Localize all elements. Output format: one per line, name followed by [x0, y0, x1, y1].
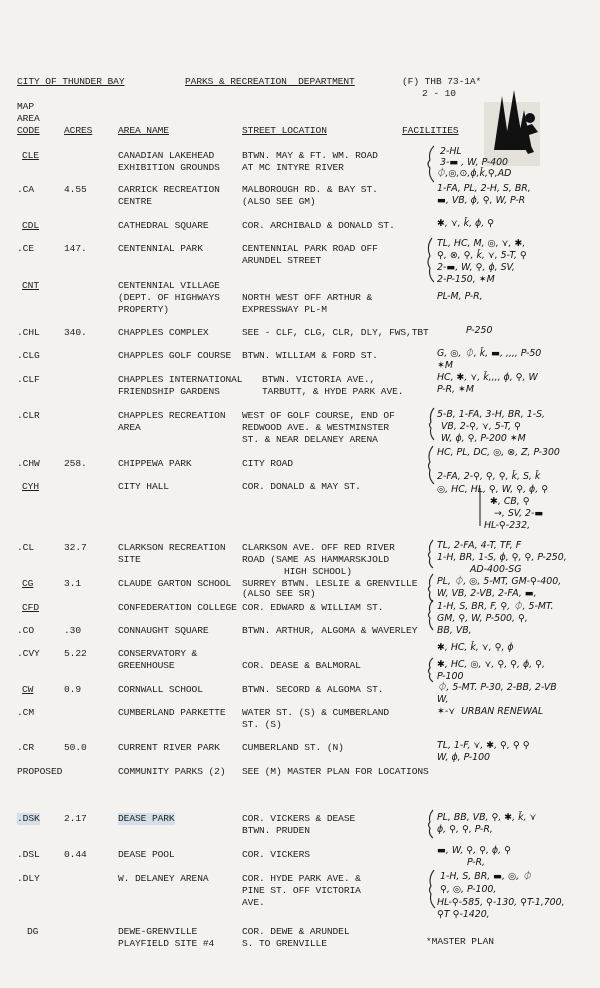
row-name: CONFEDERATION COLLEGE	[118, 602, 237, 613]
row-code: CG	[22, 578, 34, 589]
row-name: CORNWALL SCHOOL	[118, 684, 203, 695]
row-name: DEASE POOL	[118, 849, 175, 860]
row-street: BTWN. MAY & FT. WM. ROAD	[242, 150, 378, 161]
row-street: BTWN. ARTHUR, ALGOMA & WAVERLEY	[242, 625, 418, 636]
row-code: .DLY	[17, 873, 40, 884]
row-street: AT MC INTYRE RIVER	[242, 162, 344, 173]
row-name: PLAYFIELD SITE #4	[118, 938, 215, 949]
row-facilities: HC, PL, DC, ◎, ⊗, Z, P-300	[437, 447, 560, 458]
row-street: SURREY BTWN. LESLIE & GRENVILLE	[242, 578, 418, 589]
row-street: CENTENNIAL PARK ROAD OFF	[242, 243, 378, 254]
row-code: .CHL	[17, 327, 40, 338]
row-name: CUMBERLAND PARKETTE	[118, 707, 226, 718]
row-street: COR. ARCHIBALD & DONALD ST.	[242, 220, 395, 231]
row-acres: 5.22	[64, 648, 87, 659]
row-code: CDL	[22, 220, 39, 231]
row-street: COR. HYDE PARK AVE. &	[242, 873, 361, 884]
row-acres: 4.55	[64, 184, 87, 195]
row-facilities: 1-H, S, BR, ▬, ◎, ⏀	[440, 871, 532, 882]
city-title: CITY OF THUNDER BAY	[17, 76, 125, 87]
row-street: (ALSO SEE GM)	[242, 196, 316, 207]
row-code: CFD	[22, 602, 39, 613]
row-facilities: ɸ, ⚲, ⚲, P-R,	[437, 824, 493, 835]
row-code: PROPOSED	[17, 766, 63, 777]
row-name: DEASE PARK	[118, 813, 175, 824]
row-facilities: P-250	[466, 325, 493, 336]
bracket	[429, 574, 434, 602]
bracket	[429, 600, 434, 630]
row-name: CENTRE	[118, 196, 152, 207]
row-facilities: 2-P-150, ✶M	[437, 274, 495, 285]
row-street: ST. (S)	[242, 719, 282, 730]
bracket	[429, 810, 434, 838]
row-facilities: BB, VB,	[437, 625, 472, 636]
bracket	[429, 446, 435, 484]
row-facilities: 3-▬ , W, P-400	[440, 157, 509, 168]
col-street-location: STREET LOCATION	[242, 125, 327, 136]
row-name: FRIENDSHIP GARDENS	[118, 386, 220, 397]
row-name: CLARKSON RECREATION	[118, 542, 226, 553]
row-name: SITE	[118, 554, 141, 565]
row-facilities: 5-B, 1-FA, 3-H, BR, 1-S,	[437, 409, 546, 420]
row-facilities: ✱, HC, ◎, ⋎, ⚲, ⚲, ɸ, ⚲,	[437, 659, 545, 670]
row-name: CITY HALL	[118, 481, 169, 492]
running-figure-logo-icon	[484, 88, 540, 166]
row-street: COR. DEASE & BALMORAL	[242, 660, 361, 671]
row-name: CURRENT RIVER PARK	[118, 742, 220, 753]
row-facilities: ⏀, 5-MT. P-30, 2-BB, 2-VB	[437, 682, 557, 693]
row-code: .CLG	[17, 350, 40, 361]
row-street: AVE.	[242, 897, 265, 908]
department-title: PARKS & RECREATION DEPARTMENT	[185, 76, 355, 87]
row-acres: 0.9	[64, 684, 81, 695]
row-facilities: HL-⚲-585, ⚲-130, ⚲T-1,700,	[437, 897, 565, 908]
row-facilities: →, SV, 2-▬	[494, 508, 544, 519]
row-acres: 147.	[64, 243, 87, 254]
page-number: 2 - 10	[422, 88, 456, 99]
row-street: NORTH WEST OFF ARTHUR &	[242, 292, 373, 303]
row-facilities: 1-H, BR, 1-S, ɸ, ⚲, ⚲, P-250,	[437, 552, 567, 563]
row-code: .CO	[17, 625, 34, 636]
col-facilities: FACILITIES	[402, 125, 459, 136]
row-facilities: W, VB, 2-VB, 2-FA, ▬,	[437, 588, 537, 599]
row-street: PINE ST. OFF VICTORIA	[242, 885, 361, 896]
row-facilities: ◎, HC, HL, ⚲, W, ⚲, ɸ, ⚲	[437, 484, 549, 495]
row-code: .DSK	[17, 813, 40, 824]
row-street: COR. VICKERS	[242, 849, 310, 860]
row-facilities: P-R,	[467, 857, 486, 868]
row-street: COR. DONALD & MAY ST.	[242, 481, 361, 492]
row-facilities: ▬, W, ⚲, ⚲, ɸ, ⚲	[437, 845, 511, 856]
row-facilities: PL, ⏀, ◎, 5-MT, GM-⚲-400,	[437, 576, 562, 587]
row-street: BTWN. PRUDEN	[242, 825, 310, 836]
col-map: MAP	[17, 101, 34, 112]
row-code: .DSL	[17, 849, 40, 860]
col-area: AREA	[17, 113, 40, 124]
row-street: MALBOROUGH RD. & BAY ST.	[242, 184, 378, 195]
row-acres: 258.	[64, 458, 87, 469]
row-acres: 32.7	[64, 542, 87, 553]
row-facilities: HL-⚲-232,	[484, 520, 531, 531]
row-name: CHAPPLES RECREATION	[118, 410, 226, 421]
row-facilities: GM, ⚲, W, P-500, ⚲,	[437, 613, 528, 624]
row-code: .CLF	[17, 374, 40, 385]
bracket	[429, 540, 434, 568]
row-name: CENTENNIAL PARK	[118, 243, 203, 254]
row-name: CARRICK RECREATION	[118, 184, 220, 195]
row-street: ST. & NEAR DELANEY ARENA	[242, 434, 378, 445]
row-name: CENTENNIAL VILLAGE	[118, 280, 220, 291]
row-street: COR. VICKERS & DEASE	[242, 813, 356, 824]
row-code: .CA	[17, 184, 34, 195]
row-facilities: ⚲, ⊗, ⚲, ǩ, ⋎, 5-T, ⚲	[437, 250, 527, 261]
row-facilities: TL, 1-F, ⋎, ✱, ⚲, ⚲ ⚲	[437, 740, 530, 751]
bracket	[430, 408, 435, 440]
row-facilities: VB, 2-⚲, ⋎, 5-T, ⚲	[441, 421, 521, 432]
row-code: DG	[27, 926, 39, 937]
row-street: CUMBERLAND ST. (N)	[242, 742, 344, 753]
row-street: EXPRESSWAY PL-M	[242, 304, 327, 315]
row-facilities: ⚲T ⚲-1420,	[437, 909, 490, 920]
row-facilities: PL, BB, VB, ⚲, ✱, ǩ, ⋎	[437, 812, 537, 823]
row-facilities: W, ɸ, ⚲, P-200 ✶M	[441, 433, 526, 444]
row-street: REDWOOD AVE. & WESTMINSTER	[242, 422, 390, 433]
row-code: CLE	[22, 150, 39, 161]
row-name: CONSERVATORY &	[118, 648, 198, 659]
row-facilities: G, ◎, ⏀, ǩ, ▬, ,,,, P-50	[437, 348, 542, 359]
row-acres: 3.1	[64, 578, 81, 589]
row-name: COMMUNITY PARKS (2)	[118, 766, 226, 777]
row-name: CHAPPLES INTERNATIONAL	[118, 374, 243, 385]
bracket	[428, 238, 434, 282]
row-facilities: AD-400-SG	[470, 564, 522, 575]
row-name: CONNAUGHT SQUARE	[118, 625, 209, 636]
row-facilities: PL-M, P-R,	[437, 291, 483, 302]
row-facilities: HC, ✱, ⋎, ǩ,,,, ɸ, ⚲, W	[437, 372, 538, 383]
row-name: CATHEDRAL SQUARE	[118, 220, 209, 231]
col-area-name: AREA NAME	[118, 125, 169, 136]
row-code: .CR	[17, 742, 34, 753]
row-street: WATER ST. (S) & CUMBERLAND	[242, 707, 390, 718]
row-facilities: ✶M	[437, 360, 453, 371]
row-facilities: 1-FA, PL, 2-H, S, BR,	[437, 183, 531, 194]
row-facilities: *MASTER PLAN	[426, 936, 494, 947]
row-street: S. TO GRENVILLE	[242, 938, 327, 949]
row-facilities: ✶-⋎ URBAN RENEWAL	[437, 706, 544, 717]
row-acres: 0.44	[64, 849, 87, 860]
row-code: .CL	[17, 542, 34, 553]
row-name: CANADIAN LAKEHEAD	[118, 150, 215, 161]
row-street: SEE (M) MASTER PLAN FOR LOCATIONS	[242, 766, 429, 777]
row-street: (ALSO SEE SR)	[242, 588, 316, 599]
row-code: .CHW	[17, 458, 40, 469]
row-street: CLARKSON AVE. OFF RED RIVER	[242, 542, 395, 553]
row-acres: 50.0	[64, 742, 87, 753]
col-code: CODE	[17, 125, 40, 136]
row-acres: 2.17	[64, 813, 87, 824]
row-code: .CM	[17, 707, 34, 718]
row-code: CNT	[22, 280, 39, 291]
row-name: CHAPPLES COMPLEX	[118, 327, 209, 338]
row-code: CYH	[22, 481, 39, 492]
row-street: COR. EDWARD & WILLIAM ST.	[242, 602, 384, 613]
row-facilities: P-R, ✶M	[437, 384, 474, 395]
row-facilities: ⏀,◎,⊙,ɸ,ǩ,⚲,AD	[436, 168, 512, 179]
row-facilities: ⚲, ◎, P-100,	[440, 884, 497, 895]
row-street: WEST OF GOLF COURSE, END OF	[242, 410, 395, 421]
row-street: BTWN. SECORD & ALGOMA ST.	[242, 684, 384, 695]
row-facilities: ✱, HC, ǩ, ⋎, ⚲, ɸ	[437, 642, 514, 653]
row-street: SEE - CLF, CLG, CLR, DLY, FWS,TBT	[242, 327, 429, 338]
row-facilities: ✱, ⋎, ǩ, ɸ, ⚲	[437, 218, 495, 229]
row-facilities: TL, HC, M, ◎, ⋎, ✱,	[437, 238, 526, 249]
row-name: CLAUDE GARTON SCHOOL	[118, 578, 232, 589]
row-facilities: P-100	[437, 671, 464, 682]
row-street: ARUNDEL STREET	[242, 255, 322, 266]
bracket	[428, 146, 434, 182]
row-name: PROPERTY)	[118, 304, 169, 315]
row-street: HIGH SCHOOL)	[284, 566, 352, 577]
row-street: BTWN. WILLIAM & FORD ST.	[242, 350, 378, 361]
row-name: CHAPPLES GOLF COURSE	[118, 350, 232, 361]
row-facilities: 2-HL	[440, 146, 462, 157]
row-facilities: TL, 2-FA, 4-T, TF, F	[437, 540, 522, 551]
row-acres: 340.	[64, 327, 87, 338]
row-street: COR. DEWE & ARUNDEL	[242, 926, 350, 937]
row-name: W. DELANEY ARENA	[118, 873, 209, 884]
row-facilities: 2-▬, W, ⚲, ɸ, SV,	[437, 262, 515, 273]
bracket	[429, 658, 434, 682]
row-acres: .30	[64, 625, 81, 636]
row-street: CITY ROAD	[242, 458, 293, 469]
row-code: .CE	[17, 243, 34, 254]
row-facilities: ✱, CB, ⚲	[490, 496, 530, 507]
row-name: (DEPT. OF HIGHWAYS	[118, 292, 220, 303]
row-street: TARBUTT, & HYDE PARK AVE.	[262, 386, 404, 397]
row-facilities: 2-FA, 2-⚲, ⚲, ⚲, ǩ, S, ǩ	[437, 471, 541, 482]
row-code: .CVY	[17, 648, 40, 659]
row-code: .CLR	[17, 410, 40, 421]
row-facilities: ▬, VB, ɸ, ⚲, W, P-R	[437, 195, 526, 206]
row-facilities: W,	[437, 694, 449, 705]
col-acres: ACRES	[64, 125, 93, 136]
row-name: EXHIBITION GROUNDS	[118, 162, 220, 173]
row-name: AREA	[118, 422, 141, 433]
row-name: CHIPPEWA PARK	[118, 458, 192, 469]
row-facilities: 1-H, S, BR, F, ⚲, ⏀, 5-MT.	[437, 601, 554, 612]
row-street: ROAD (SAME AS HAMMARSKJOLD	[242, 554, 390, 565]
row-name: GREENHOUSE	[118, 660, 175, 671]
bracket	[430, 870, 436, 908]
row-name: DEWE-GRENVILLE	[118, 926, 198, 937]
row-facilities: W, ɸ, P-100	[437, 752, 491, 763]
doc-code: (F) THB 73-1A*	[402, 76, 482, 87]
row-code: CW	[22, 684, 34, 695]
row-street: BTWN. VICTORIA AVE.,	[262, 374, 376, 385]
